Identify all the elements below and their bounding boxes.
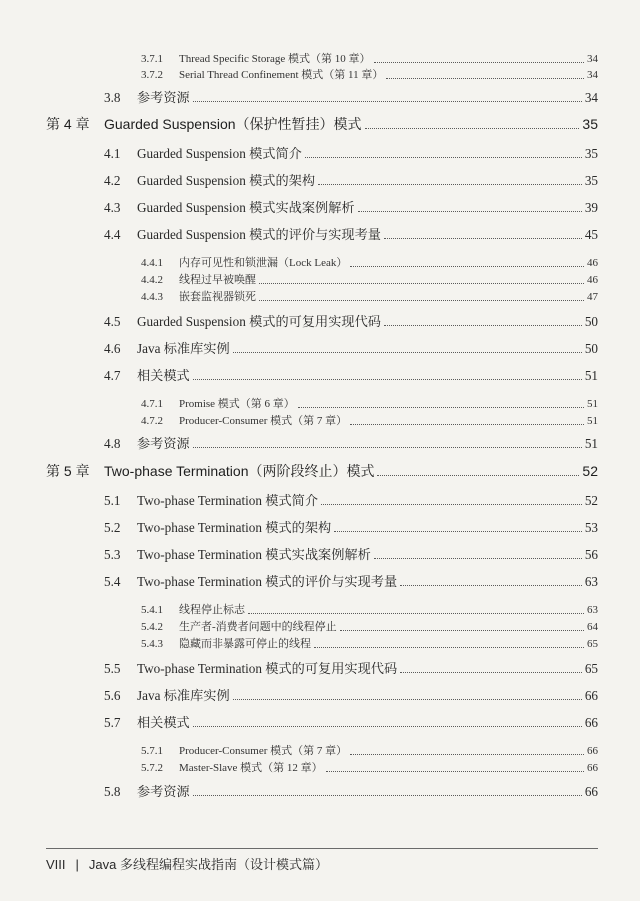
dot-leader [377, 475, 579, 476]
toc-entry-number: 4.7 [104, 368, 121, 383]
toc-section-entry [104, 662, 598, 675]
toc-entry-page: 65 [587, 638, 598, 650]
toc-entry-page: 46 [587, 257, 598, 269]
toc-entry-page: 65 [584, 661, 598, 676]
toc-entry-title: 参考资源 [137, 90, 190, 105]
dot-leader [350, 754, 584, 755]
toc-entry-page: 51 [587, 415, 598, 427]
toc-entry-title: 参考资源 [137, 784, 190, 799]
toc-entry-title: Two-phase Termination 模式的架构 [137, 520, 332, 535]
dot-leader [340, 630, 584, 631]
toc-entry-number: 4.7.1 [141, 398, 163, 410]
dot-leader [259, 283, 584, 284]
toc-entry-title: 相关模式 [137, 715, 190, 730]
toc-entry-page: 52 [582, 463, 598, 479]
dot-leader [259, 300, 584, 301]
toc-section-entry [104, 91, 598, 104]
toc-section-entry [104, 575, 598, 588]
dot-leader [334, 531, 582, 532]
toc-entry-number: 4.8 [104, 436, 121, 451]
toc-entry-title: 内存可见性和锁泄漏（Lock Leak） [179, 257, 348, 269]
dot-leader [233, 699, 582, 700]
toc-entry-page: 56 [584, 547, 598, 562]
toc-entry-page: 63 [584, 574, 598, 589]
toc-entry-title: Two-phase Termination 模式的评价与实现考量 [137, 574, 398, 589]
toc-entry-title: Two-phase Termination 模式的可复用实现代码 [137, 661, 398, 676]
toc-entry-title: 线程停止标志 [179, 604, 245, 616]
toc-entry-page: 51 [587, 398, 598, 410]
toc-entry-title: Two-phase Termination 模式简介 [137, 493, 319, 508]
toc-entry-page: 45 [584, 227, 598, 242]
footer-rule [46, 848, 598, 849]
dot-leader [305, 157, 582, 158]
toc-entry-page: 66 [584, 688, 598, 703]
toc-entry-page: 35 [582, 116, 598, 132]
toc-entry-page: 63 [587, 604, 598, 616]
toc-entry-number: 4.6 [104, 341, 121, 356]
toc-entry-number: 5.4.3 [141, 638, 163, 650]
dot-leader [193, 447, 582, 448]
toc-entry-number: 4.4.3 [141, 291, 163, 303]
dot-leader [326, 771, 584, 772]
toc-entry-number: 第 4 章 [46, 116, 90, 132]
toc-entry-number: 5.7.1 [141, 745, 163, 757]
toc-entry-page: 51 [584, 436, 598, 451]
toc-entry-number: 5.6 [104, 688, 121, 703]
toc-entry-number: 3.7.2 [141, 69, 163, 81]
toc-entry-number: 5.3 [104, 547, 121, 562]
toc-entry-page: 34 [584, 90, 598, 105]
toc-entry-number: 5.5 [104, 661, 121, 676]
dot-leader [400, 672, 582, 673]
toc-entry-number: 5.8 [104, 784, 121, 799]
toc-entry-number: 4.5 [104, 314, 121, 329]
toc-subsection-entry [141, 622, 598, 633]
dot-leader [193, 795, 582, 796]
toc-entry-page: 34 [587, 69, 598, 81]
toc-subsection-entry [141, 639, 598, 650]
toc-entry-title: Serial Thread Confinement 模式（第 11 章） [179, 69, 384, 81]
page-footer [46, 854, 328, 873]
toc-subsection-entry [141, 763, 598, 774]
dot-leader [384, 325, 582, 326]
toc-entry-title: Guarded Suspension 模式的评价与实现考量 [137, 227, 381, 242]
toc-entry-number: 4.3 [104, 200, 121, 215]
dot-leader [248, 613, 584, 614]
toc-entry-page: 52 [584, 493, 598, 508]
toc-entry-title: 隐藏而非暴露可停止的线程 [179, 638, 311, 650]
toc-section-entry [104, 315, 598, 328]
dot-leader [350, 266, 584, 267]
toc-entry-number: 4.4.1 [141, 257, 163, 269]
toc-entry-title: Thread Specific Storage 模式（第 10 章） [179, 53, 371, 65]
toc-entry-title: Two-phase Termination（两阶段终止）模式 [104, 463, 375, 479]
toc-subsection-entry [141, 54, 598, 65]
toc-section-entry [104, 369, 598, 382]
toc-entry-number: 3.8 [104, 90, 121, 105]
toc-entry-number: 第 5 章 [46, 463, 90, 479]
toc-entry-page: 34 [587, 53, 598, 65]
dot-leader [384, 238, 582, 239]
toc-entry-page: 47 [587, 291, 598, 303]
toc-entry-number: 5.4.1 [141, 604, 163, 616]
dot-leader [374, 558, 582, 559]
toc-entry-number: 4.2 [104, 173, 121, 188]
toc-section-entry [104, 689, 598, 702]
toc-entry-page: 35 [584, 146, 598, 161]
toc-section-entry [104, 494, 598, 507]
toc-entry-number: 4.4 [104, 227, 121, 242]
toc-entry-title: Guarded Suspension 模式简介 [137, 146, 302, 161]
toc-entry-page: 46 [587, 274, 598, 286]
toc-entry-page: 50 [584, 314, 598, 329]
toc-entry-page: 66 [584, 715, 598, 730]
toc-entry-page: 66 [587, 762, 598, 774]
dot-leader [400, 585, 582, 586]
toc-entry-page: 35 [584, 173, 598, 188]
toc-section-entry [104, 521, 598, 534]
dot-leader [314, 647, 584, 648]
dot-leader [350, 424, 584, 425]
toc-entry-page: 53 [584, 520, 598, 535]
dot-leader [374, 62, 584, 63]
dot-leader [321, 504, 582, 505]
toc-entry-title: Master-Slave 模式（第 12 章） [179, 762, 323, 774]
toc-entry-number: 5.4 [104, 574, 121, 589]
toc-entry-title: Guarded Suspension 模式的架构 [137, 173, 316, 188]
toc-entry-number: 5.1 [104, 493, 121, 508]
toc-entry-title: 线程过早被唤醒 [179, 274, 256, 286]
toc-entry-number: 5.2 [104, 520, 121, 535]
toc-subsection-entry [141, 416, 598, 427]
toc-chapter-entry [46, 464, 598, 478]
dot-leader [193, 726, 582, 727]
toc-subsection-entry [141, 746, 598, 757]
toc-entry-title: Guarded Suspension 模式实战案例解析 [137, 200, 355, 215]
dot-leader [193, 379, 582, 380]
toc-entry-number: 4.4.2 [141, 274, 163, 286]
toc-entry-title: Guarded Suspension（保护性暂挂）模式 [104, 116, 362, 132]
dot-leader [193, 101, 582, 102]
toc-entry-page: 50 [584, 341, 598, 356]
toc-section-entry [104, 437, 598, 450]
toc-entry-page: 66 [584, 784, 598, 799]
footer-book-title: Java 多线程编程实战指南（设计模式篇） [88, 857, 328, 872]
toc-entry-title: Two-phase Termination 模式实战案例解析 [137, 547, 371, 562]
toc-subsection-entry [141, 275, 598, 286]
toc-entry-title: 生产者-消费者问题中的线程停止 [179, 621, 337, 633]
toc-chapter-entry [46, 117, 598, 131]
toc-entry-number: 4.7.2 [141, 415, 163, 427]
toc-section-entry [104, 228, 598, 241]
toc-section-entry [104, 342, 598, 355]
toc-subsection-entry [141, 605, 598, 616]
toc-entry-number: 4.1 [104, 146, 121, 161]
toc-entry-title: Java 标准库实例 [137, 341, 230, 356]
toc-entry-title: Producer-Consumer 模式（第 7 章） [179, 745, 348, 757]
toc-entry-title: Producer-Consumer 模式（第 7 章） [179, 415, 348, 427]
toc-entry-title: 参考资源 [137, 436, 190, 451]
toc-subsection-entry [141, 258, 598, 269]
toc-section-entry [104, 785, 598, 798]
toc-entry-page: 51 [584, 368, 598, 383]
toc-section-entry [104, 147, 598, 160]
dot-leader [233, 352, 582, 353]
toc-entry-number: 3.7.1 [141, 53, 163, 65]
toc-entry-title: Guarded Suspension 模式的可复用实现代码 [137, 314, 381, 329]
toc-entry-page: 66 [587, 745, 598, 757]
toc-entry-number: 5.7.2 [141, 762, 163, 774]
toc-entry-page: 39 [584, 200, 598, 215]
footer-separator: | [75, 857, 79, 872]
dot-leader [358, 211, 582, 212]
toc-entry-title: 相关模式 [137, 368, 190, 383]
dot-leader [386, 78, 584, 79]
toc-section-entry [104, 201, 598, 214]
footer-page-number: VIII [46, 857, 66, 872]
toc-subsection-entry [141, 399, 598, 410]
toc-entry-number: 5.4.2 [141, 621, 163, 633]
toc-section-entry [104, 716, 598, 729]
toc-entry-page: 64 [587, 621, 598, 633]
dot-leader [298, 407, 584, 408]
toc-subsection-entry [141, 292, 598, 303]
dot-leader [318, 184, 582, 185]
dot-leader [365, 128, 580, 129]
toc-section-entry [104, 174, 598, 187]
toc-subsection-entry [141, 70, 598, 81]
toc-entry-number: 5.7 [104, 715, 121, 730]
toc-entry-title: Java 标准库实例 [137, 688, 230, 703]
toc-entry-title: 嵌套监视器锁死 [179, 291, 256, 303]
toc-entry-title: Promise 模式（第 6 章） [179, 398, 295, 410]
toc-section-entry [104, 548, 598, 561]
